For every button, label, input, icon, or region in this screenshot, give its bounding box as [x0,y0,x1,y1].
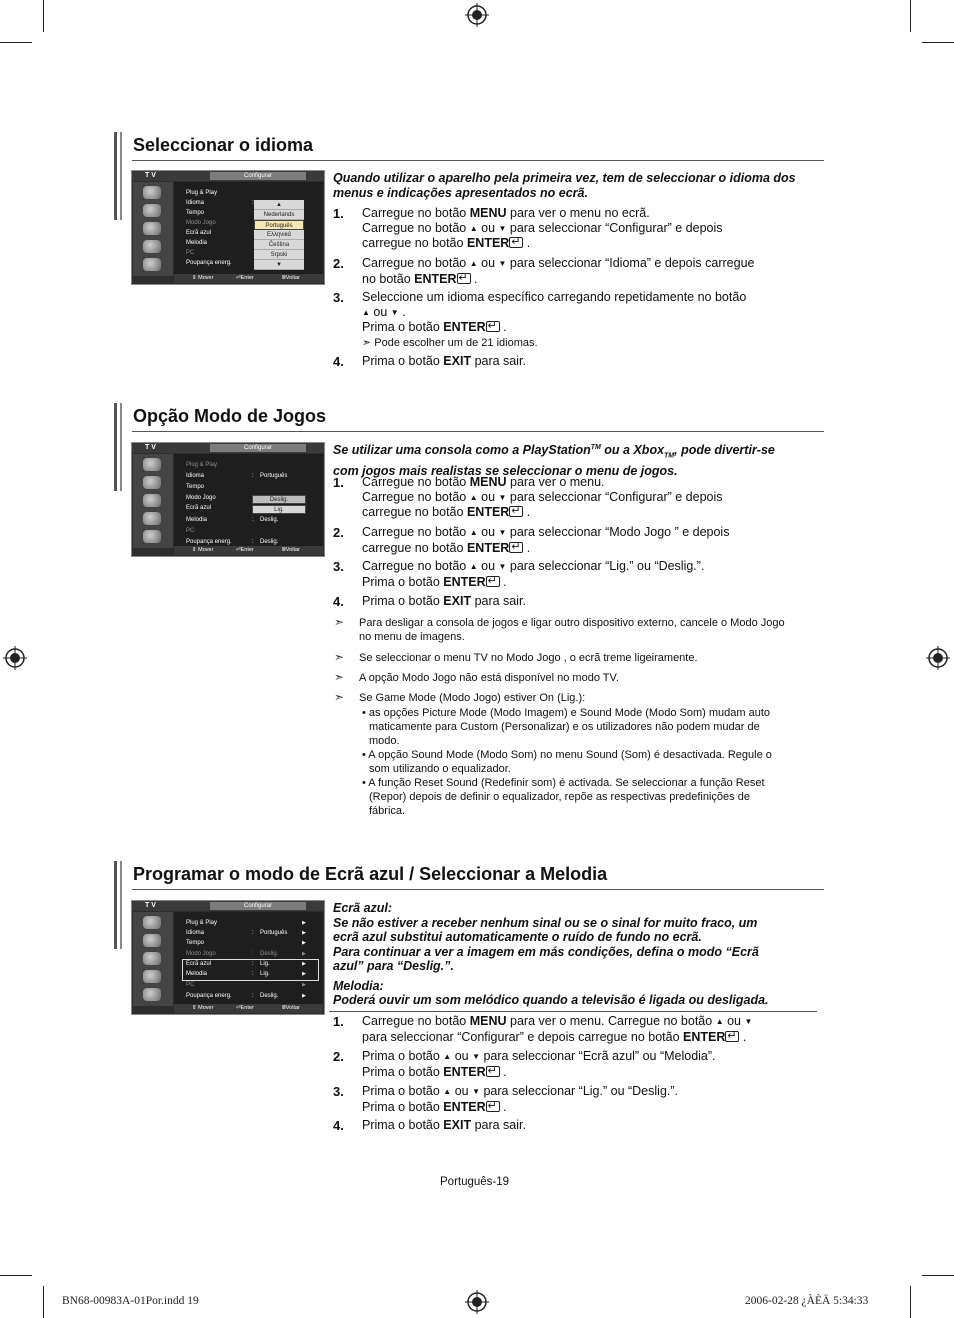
menu-top-bar [132,901,324,911]
step-text: Prima o botão ▲ ou ▼ para seleccionar “Ecrã azul” ou “Melodia”. Prima o botão ENTER↵ . [362,1049,822,1079]
language-dropdown [254,200,304,270]
section-title: Seleccionar o idioma [133,135,314,155]
intro-line: Poderá ouvir um som melódico quando a televisão é ligada ou desligada. [333,993,769,1007]
move-hint: ⇕ Mover [192,275,214,281]
sub-rule [329,1011,817,1012]
step-number: 1. [333,1014,344,1029]
return-hint: ⅢVoltar [282,275,300,281]
down-arrow-icon: ▼ [498,528,507,537]
timestamp: 2006-02-28 ¿ÀÈÄ 5:34:33 [745,1295,869,1307]
menu-item: Poupança energ. : Deslig. ▶ [186,993,306,999]
input-icon [143,512,161,525]
step-number: 1. [333,206,344,221]
note-arrow-icon: ➣ [334,670,345,684]
crop-mark [43,0,44,32]
step-number: 4. [333,354,344,369]
crop-mark [0,1275,32,1276]
menu-item: PC [186,528,195,534]
return-hint: ⅢVoltar [282,547,300,553]
enter-icon [509,542,523,553]
note-arrow-icon: ➣ [334,615,345,629]
bullet-list [362,706,822,818]
menu-item: Idioma : Português [186,473,288,479]
menu-item: Tempo ▶ [186,940,306,946]
step-text: Prima o botão EXIT para sair. [362,1118,526,1132]
intro-label: Ecrã azul: [333,901,393,915]
step-text: Prima o botão EXIT para sair. [362,594,526,608]
menu-top-bar [132,171,324,181]
registration-mark-icon [926,646,950,670]
down-arrow-icon: ▼ [498,223,507,233]
bullet-line: (Repor) depois de definir o equalizador, repõe as respectivas predefinições de [369,791,750,803]
file-info: BN68-00983A-01Por.indd 19 [62,1295,199,1307]
step-text: Carregue no botão ▲ ou ▼ para seleccionar “Lig.” ou “Deslig.”. Prima o botão ENTER↵ . [362,559,822,589]
setup-gear-icon [143,530,161,543]
enter-hint: ⏎Enter [236,275,254,281]
note-text: A opção Modo Jogo não está disponível no modo TV. [359,672,619,684]
step-number: 4. [333,594,344,609]
step-number: 3. [333,290,344,305]
menu-footer [174,546,323,555]
section-intro: Quando utilizar o aparelho pela primeira vez, tem de seleccionar o idioma dos menus e indicações apresentados no ecrã. [333,171,796,200]
menu-item: Modo Jogo : Deslig. ▶ [186,951,306,957]
picture-icon [143,458,161,471]
down-arrow-icon: ▼ [498,259,507,268]
up-arrow-icon: ▲ [443,1087,452,1096]
menu-footer [174,1004,323,1013]
menu-item: PC ▶ [186,982,306,988]
up-arrow-icon: ▲ [715,1017,724,1026]
step-text: Prima o botão EXIT para sair. [362,354,526,368]
note-arrow-icon: ➣ [334,690,345,704]
menu-item: PC [186,250,195,256]
down-arrow-icon: ▼ [498,492,507,502]
setup-gear-icon [143,258,161,271]
note-arrow-icon: ➣ [362,336,375,349]
enter-icon [486,321,500,332]
menu-item: Plug & Play [186,190,218,196]
menu-item: Modo Jogo [186,220,216,226]
enter-icon [486,1101,500,1112]
menu-body [174,912,323,1006]
crop-mark [910,1286,911,1318]
menu-item: Plug & Play ▶ [186,920,306,926]
page-number: Português-19 [440,1176,510,1188]
setup-gear-icon [143,988,161,1001]
menu-screenshot [131,442,325,557]
menu-item: Ecrã azul : Lig. ▶ [186,961,306,967]
menu-item: Poupança energ. : Deslig. [186,539,279,545]
registration-mark-icon [3,646,27,670]
bullet-line: fábrica. [369,805,406,817]
section-title: Programar o modo de Ecrã azul / Seleccionar a Melodia [133,864,608,884]
up-arrow-icon: ▲ [443,1052,452,1061]
step-text: Carregue no botão MENU para ver o menu no ecrã. Carregue no botão ▲ ou ▼ para seleccionar “Configurar” e depois carregue no botão ENTER↵ . [362,206,822,251]
registration-mark-icon [465,3,489,27]
step-number: 2. [333,256,344,271]
menu-tv-label: T V [145,444,156,451]
menu-top-bar [132,443,324,453]
section-bar [114,132,122,220]
section-bar [114,403,122,491]
intro-line: Para continuar a ver a imagem em más condições, defina o modo “Ecrã [333,944,759,959]
section-intro: Se utilizar uma consola como a PlayStation™ ou a Xbox$_{TM}$, pode divertir-se com jogos mais realistas se seleccionar o menu de jogos. [333,443,775,479]
menu-item-label: Idioma [186,200,205,206]
menu-icon-column [133,454,173,548]
bullet-line: • A função Reset Sound (Redefinir som) é activada. Se seleccionar a função Reset [362,777,765,789]
step-number: 2. [333,1049,344,1064]
move-hint: ⇕ Mover [192,1005,214,1011]
bullet-line: • A opção Sound Mode (Modo Som) no menu Sound (Som) é desactivada. Regule o [362,749,772,761]
menu-item: Tempo [186,210,205,216]
menu-icon-column [133,912,173,1006]
section-rule [132,431,824,432]
menu-item: Ecrã azul [186,230,212,236]
input-icon [143,240,161,253]
menu-item: Modo Jogo [186,495,216,501]
section-bar [114,861,122,949]
channel-icon [143,222,161,235]
section-rule [132,160,824,161]
crop-mark [922,1275,954,1276]
menu-item: Tempo [186,484,205,490]
section-rule [132,889,824,890]
picture-icon [143,916,161,929]
down-arrow-icon: ▼ [498,562,507,571]
intro-line: azul” para “Deslig.”. [333,959,454,973]
step-text: Carregue no botão ▲ ou ▼ para seleccionar “Idioma” e depois carregue no botão ENTER↵ . [362,256,822,286]
note-text: Se seleccionar o menu TV no Modo Jogo , o ecrã treme ligeiramente. [359,652,698,664]
note-text: Se Game Mode (Modo Jogo) estiver On (Lig.): [359,692,586,704]
channel-icon [143,494,161,507]
option-lig: Lig. [252,505,306,514]
menu-footer [174,274,323,283]
enter-icon [457,273,471,284]
crop-mark [922,42,954,43]
step-number: 3. [333,559,344,574]
sound-icon [143,204,161,217]
menu-item: Idioma : [186,200,254,206]
menu-item: Melodia [186,240,208,246]
language-option-selected: Português [254,220,304,230]
language-option: Srpski [254,250,304,260]
channel-icon [143,952,161,965]
step-text: Carregue no botão ▲ ou ▼ para seleccionar “Modo Jogo ” e depois carregue no botão ENTER↵ . [362,525,822,555]
move-hint: ⇕ Mover [192,547,214,553]
bullet-line: modo. [369,735,400,747]
scroll-up-icon: ▲ [254,200,304,210]
up-arrow-icon: ▲ [469,492,478,502]
crop-mark [910,0,911,32]
down-arrow-icon: ▼ [472,1087,480,1096]
menu-title: Configurar [210,172,306,180]
menu-title: Configurar [210,444,306,452]
section-intro [333,901,823,1008]
menu-item: Poupança energ. [186,260,232,266]
menu-screenshot [131,170,325,285]
step-text: Carregue no botão MENU para ver o menu. Carregue no botão ▲ ou ▼ para seleccionar “Configurar” e depois carregue no botão ENTER↵ . [362,475,822,520]
menu-item: Melodia : Lig. ▶ [186,971,306,977]
intro-line: ecrã azul substitui automaticamente o ruído de fundo no ecrã. [333,930,702,944]
menu-tv-label: T V [145,172,156,179]
step-number: 2. [333,525,344,540]
up-arrow-icon: ▲ [469,223,478,233]
step-number: 4. [333,1118,344,1133]
up-arrow-icon: ▲ [362,307,370,317]
bullet-line: • as opções Picture Mode (Modo Imagem) e Sound Mode (Modo Som) mudam auto [362,707,770,719]
enter-icon [509,237,523,248]
note-text: Para desligar a consola de jogos e ligar outro dispositivo externo, cancele o Modo Jogo no menu de imagens. [359,617,785,643]
note-line: ➣ Pode escolher um de 21 idiomas. [362,336,538,349]
note-arrow-icon: ➣ [334,650,345,664]
intro-line: Se não estiver a receber nenhum sinal ou se o sinal for muito fraco, um [333,915,758,930]
up-arrow-icon: ▲ [469,259,478,268]
menu-icon-column [133,182,173,276]
menu-item: Melodia : Deslig. [186,517,279,523]
registration-mark-icon [465,1290,489,1314]
bullet-line: maticamente para Custom (Personalizar) e os utilizadores não podem mudar de [369,721,760,733]
menu-item: Ecrã azul [186,505,212,511]
enter-icon [486,1066,500,1077]
intro-label: Melodia: [333,978,384,993]
language-option: Ελληνικά [254,230,304,240]
enter-hint: ⏎Enter [236,1005,254,1011]
picture-icon [143,186,161,199]
menu-screenshot [131,900,325,1015]
language-option: Nederlands [254,210,304,220]
crop-mark [0,42,32,43]
sound-icon [143,934,161,947]
enter-icon [486,576,500,587]
crop-mark [43,1286,44,1318]
step-text: Carregue no botão MENU para ver o menu. Carregue no botão ▲ ou ▼ para seleccionar “Configurar” e depois carregue no botão ENTER↵ . [362,1014,822,1044]
step-text: Seleccione um idioma específico carregando repetidamente no botão ▲ ou ▼ . Prima o botão ENTER↵ . ➣ Pode escolher um de 21 idiomas. [362,290,822,350]
menu-body [174,454,323,548]
step-number: 1. [333,475,344,490]
down-arrow-icon: ▼ [744,1017,753,1026]
menu-title: Configurar [210,902,306,910]
scroll-down-icon: ▼ [254,260,304,270]
bullet-line: som utilizando o equalizador. [369,763,511,775]
step-text: Prima o botão ▲ ou ▼ para seleccionar “Lig.” ou “Deslig.”. Prima o botão ENTER↵ . [362,1084,822,1114]
input-icon [143,970,161,983]
enter-icon [509,506,523,517]
down-arrow-icon: ▼ [390,307,399,317]
sound-icon [143,476,161,489]
menu-item: Idioma : Português ▶ [186,930,306,936]
up-arrow-icon: ▲ [469,562,478,571]
enter-icon [725,1031,739,1042]
menu-body [174,182,323,276]
option-deslig: Deslig. [252,495,306,504]
language-option: Čeština [254,240,304,250]
menu-item: Plug & Play [186,462,218,468]
return-hint: ⅢVoltar [282,1005,300,1011]
up-arrow-icon: ▲ [469,528,478,537]
menu-tv-label: T V [145,902,156,909]
enter-hint: ⏎Enter [236,547,254,553]
down-arrow-icon: ▼ [472,1052,480,1061]
section-title: Opção Modo de Jogos [133,406,327,426]
step-number: 3. [333,1084,344,1099]
